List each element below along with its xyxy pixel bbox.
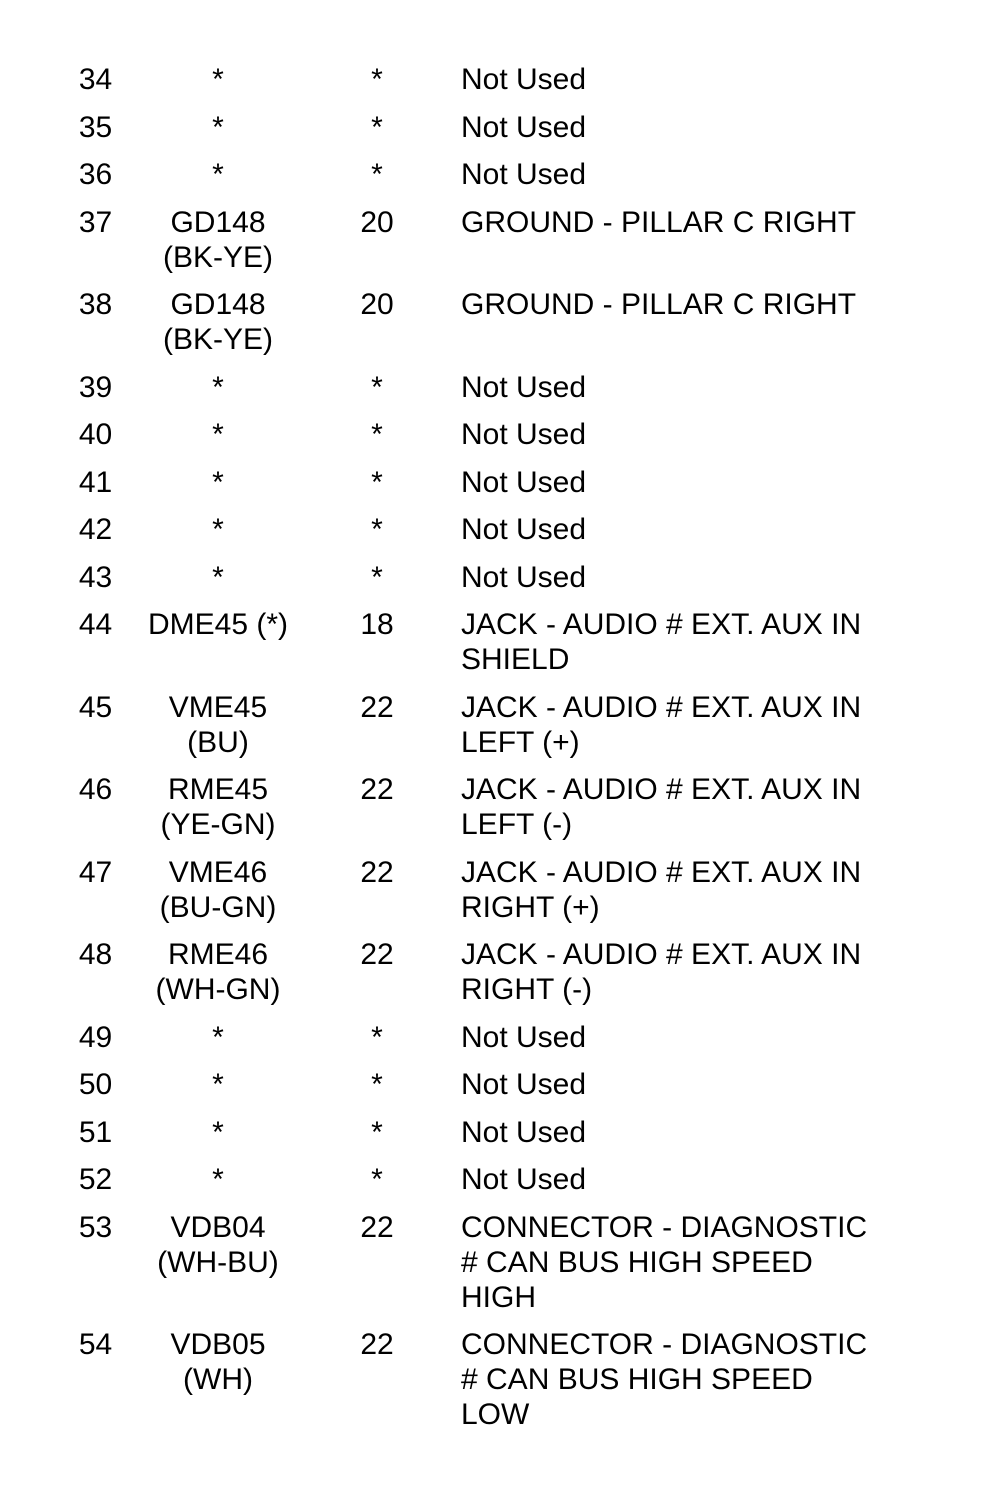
- pin-number: 40: [78, 418, 113, 451]
- table-row: [48, 1162, 901, 1210]
- pin-number: 37: [78, 205, 113, 239]
- wire-gauge: *: [371, 110, 383, 144]
- circuit-cell: [143, 370, 293, 418]
- pin-number: 50: [78, 1068, 113, 1101]
- description-cell: [461, 110, 901, 158]
- wire-gauge: 22: [360, 938, 394, 971]
- description-line: GROUND - PILLAR C RIGHT: [461, 205, 857, 239]
- circuit-cell: [143, 205, 293, 288]
- wire-gauge: 22: [360, 1210, 394, 1244]
- description-line: Not Used: [461, 110, 587, 144]
- circuit-line: *: [212, 110, 224, 144]
- pin-number: 41: [78, 465, 113, 499]
- circuit-line: VME45: [168, 690, 268, 724]
- description-line: Not Used: [461, 418, 587, 451]
- description-cell: [461, 937, 901, 1020]
- circuit-cell: [143, 110, 293, 158]
- pin-number: 34: [78, 63, 113, 96]
- circuit-cell: [143, 1020, 293, 1068]
- pin-number: 54: [78, 1328, 113, 1361]
- description-line: JACK - AUDIO # EXT. AUX IN: [461, 608, 862, 641]
- table-row: [48, 1067, 901, 1115]
- description-cell: [461, 855, 901, 938]
- table-row: [48, 287, 901, 370]
- circuit-line: (BU-GN): [159, 890, 277, 924]
- circuit-line: *: [212, 63, 224, 96]
- pin-number: 35: [78, 110, 113, 144]
- circuit-line: *: [212, 1115, 224, 1149]
- circuit-line: VDB04: [170, 1210, 266, 1244]
- circuit-line: *: [212, 1068, 224, 1101]
- pin-number: 42: [78, 513, 113, 546]
- circuit-line: (YE-GN): [160, 808, 276, 841]
- description-cell: [461, 560, 901, 608]
- table-row: [48, 62, 901, 110]
- pin-number: 48: [78, 938, 113, 971]
- circuit-line: *: [212, 560, 224, 594]
- table-row: [48, 512, 901, 560]
- description-line: JACK - AUDIO # EXT. AUX IN: [461, 938, 862, 971]
- circuit-cell: [143, 1067, 293, 1115]
- pin-number: 45: [78, 690, 113, 724]
- description-line: Not Used: [461, 513, 587, 546]
- table-row: [48, 1115, 901, 1163]
- description-cell: [461, 370, 901, 418]
- description-line: LEFT (+): [461, 725, 580, 759]
- table-row: [48, 157, 901, 205]
- circuit-line: *: [212, 513, 224, 546]
- description-cell: [461, 1210, 901, 1328]
- table-row: [48, 607, 901, 690]
- circuit-cell: [143, 287, 293, 370]
- circuit-cell: [143, 1210, 293, 1328]
- circuit-line: DME45 (*): [147, 608, 289, 641]
- circuit-cell: [143, 772, 293, 855]
- description-cell: [461, 512, 901, 560]
- table-row: [48, 560, 901, 608]
- circuit-cell: [143, 855, 293, 938]
- circuit-line: *: [212, 465, 224, 499]
- wire-gauge: *: [371, 370, 383, 404]
- description-cell: [461, 1020, 901, 1068]
- pin-number: 46: [78, 773, 113, 806]
- pin-number: 39: [78, 370, 113, 404]
- circuit-line: VME46: [168, 855, 268, 889]
- pin-number: 43: [78, 560, 113, 594]
- wire-gauge: 22: [360, 855, 394, 889]
- pin-number: 53: [78, 1210, 113, 1244]
- circuit-cell: [143, 417, 293, 465]
- description-line: Not Used: [461, 465, 587, 499]
- circuit-cell: [143, 1115, 293, 1163]
- description-line: Not Used: [461, 1163, 587, 1196]
- description-cell: [461, 287, 901, 370]
- circuit-cell: [143, 1162, 293, 1210]
- table-row: [48, 855, 901, 938]
- description-cell: [461, 62, 901, 110]
- pin-number: 52: [78, 1163, 113, 1196]
- circuit-line: (BK-YE): [162, 240, 273, 274]
- wire-gauge: 22: [360, 690, 394, 724]
- table-row: [48, 370, 901, 418]
- description-line: HIGH: [461, 1280, 536, 1314]
- wire-gauge: *: [371, 158, 383, 191]
- wire-gauge: *: [371, 418, 383, 451]
- description-line: LEFT (-): [461, 808, 573, 841]
- description-line: SHIELD: [461, 643, 570, 676]
- circuit-cell: [143, 690, 293, 773]
- pin-number: 49: [78, 1020, 113, 1054]
- table-row: [48, 772, 901, 855]
- pin-number: 47: [78, 855, 113, 889]
- description-cell: [461, 157, 901, 205]
- circuit-line: *: [212, 418, 224, 451]
- circuit-cell: [143, 1327, 293, 1445]
- wire-gauge: 20: [360, 205, 394, 239]
- wire-gauge: 22: [360, 773, 394, 806]
- circuit-line: (BU): [187, 725, 249, 759]
- pin-number: 44: [78, 608, 113, 641]
- description-line: CONNECTOR - DIAGNOSTIC: [461, 1328, 868, 1361]
- description-cell: [461, 1327, 901, 1445]
- description-line: Not Used: [461, 1068, 587, 1101]
- description-cell: [461, 1067, 901, 1115]
- description-line: JACK - AUDIO # EXT. AUX IN: [461, 690, 862, 724]
- circuit-cell: [143, 512, 293, 560]
- circuit-cell: [143, 465, 293, 513]
- description-cell: [461, 1162, 901, 1210]
- table-row: [48, 1327, 901, 1445]
- description-line: JACK - AUDIO # EXT. AUX IN: [461, 855, 862, 889]
- circuit-line: RME46: [167, 938, 269, 971]
- circuit-cell: [143, 937, 293, 1020]
- wire-gauge: *: [371, 1068, 383, 1101]
- description-line: RIGHT (-): [461, 973, 593, 1006]
- description-cell: [461, 465, 901, 513]
- wire-gauge: *: [371, 1115, 383, 1149]
- description-line: RIGHT (+): [461, 890, 600, 924]
- wire-gauge: *: [371, 63, 383, 96]
- table-row: [48, 937, 901, 1020]
- wire-gauge: *: [371, 465, 383, 499]
- circuit-line: GD148: [170, 288, 266, 321]
- wire-gauge: *: [371, 1163, 383, 1196]
- circuit-line: (WH-GN): [155, 973, 281, 1006]
- table-row: [48, 1020, 901, 1068]
- description-line: Not Used: [461, 370, 587, 404]
- circuit-line: *: [212, 370, 224, 404]
- circuit-line: GD148: [170, 205, 266, 239]
- description-cell: [461, 690, 901, 773]
- description-line: Not Used: [461, 1115, 587, 1149]
- table-row: [48, 110, 901, 158]
- description-cell: [461, 772, 901, 855]
- description-line: # CAN BUS HIGH SPEED: [461, 1245, 813, 1279]
- wire-gauge: 20: [360, 288, 394, 321]
- description-cell: [461, 1115, 901, 1163]
- description-cell: [461, 607, 901, 690]
- pin-number: 36: [78, 158, 113, 191]
- pinout-table-body: [48, 62, 901, 1445]
- circuit-line: (WH-BU): [157, 1245, 279, 1279]
- description-line: Not Used: [461, 560, 587, 594]
- circuit-cell: [143, 157, 293, 205]
- circuit-line: *: [212, 1163, 224, 1196]
- pin-number: 51: [78, 1115, 113, 1149]
- circuit-line: (BK-YE): [162, 323, 273, 356]
- wire-gauge: 18: [360, 608, 394, 641]
- circuit-line: VDB05: [170, 1328, 266, 1361]
- circuit-cell: [143, 62, 293, 110]
- description-line: # CAN BUS HIGH SPEED: [461, 1363, 813, 1396]
- pin-number: 38: [78, 288, 113, 321]
- description-cell: [461, 417, 901, 465]
- wire-gauge: *: [371, 513, 383, 546]
- circuit-line: RME45: [167, 773, 269, 806]
- wire-gauge: *: [371, 560, 383, 594]
- circuit-line: (WH): [183, 1363, 253, 1396]
- description-cell: [461, 205, 901, 288]
- description-line: GROUND - PILLAR C RIGHT: [461, 288, 857, 321]
- table-row: [48, 1210, 901, 1328]
- table-row: [48, 417, 901, 465]
- wire-gauge: 22: [360, 1328, 394, 1361]
- circuit-cell: [143, 607, 293, 690]
- circuit-line: *: [212, 1020, 224, 1054]
- description-line: Not Used: [461, 158, 587, 191]
- table-row: [48, 465, 901, 513]
- pinout-table: [48, 62, 901, 1445]
- description-line: Not Used: [461, 63, 587, 96]
- circuit-cell: [143, 560, 293, 608]
- description-line: JACK - AUDIO # EXT. AUX IN: [461, 773, 862, 806]
- circuit-line: *: [212, 158, 224, 191]
- description-line: Not Used: [461, 1020, 587, 1054]
- description-line: CONNECTOR - DIAGNOSTIC: [461, 1210, 868, 1244]
- table-row: [48, 205, 901, 288]
- table-row: [48, 690, 901, 773]
- wire-gauge: *: [371, 1020, 383, 1054]
- description-line: LOW: [461, 1398, 530, 1431]
